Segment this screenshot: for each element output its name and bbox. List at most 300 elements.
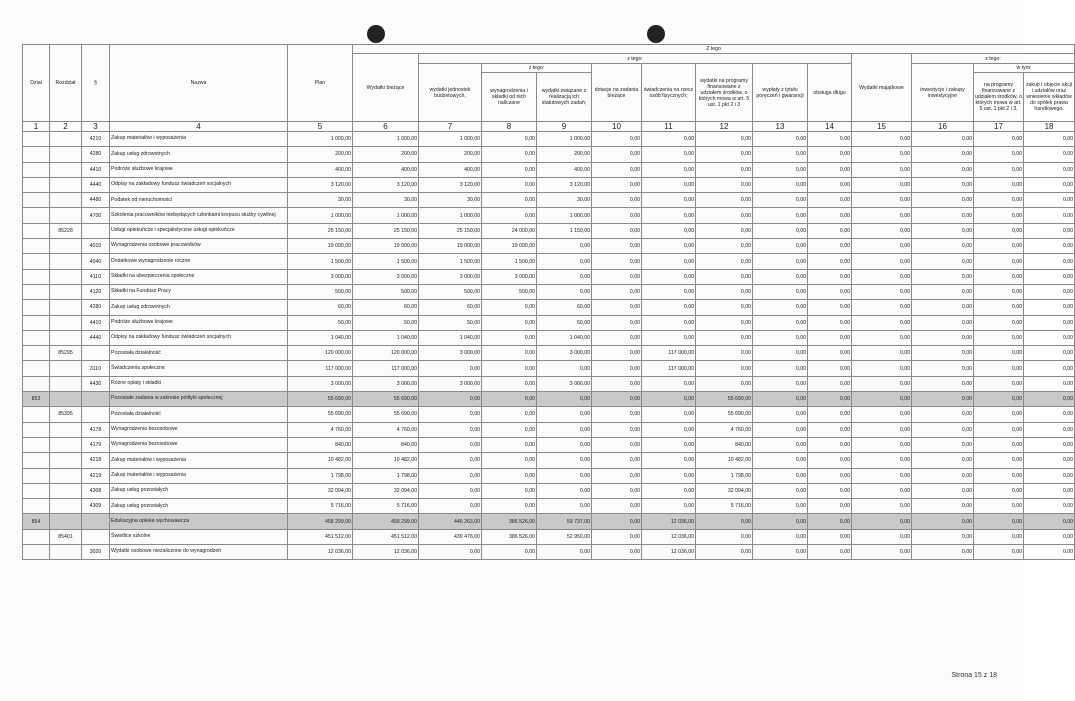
amount-cell: 0,00 (852, 361, 912, 376)
amount-cell: 0,00 (592, 407, 642, 422)
amount-cell: 200,00 (353, 147, 419, 162)
amount-cell: 0,00 (912, 545, 974, 560)
amount-cell: 60,00 (288, 300, 353, 315)
amount-cell: 59 737,00 (537, 514, 592, 529)
column-number: 2 (50, 122, 82, 132)
amount-cell: 55 690,00 (353, 392, 419, 407)
amount-cell: 0,00 (696, 300, 753, 315)
amount-cell: 0,00 (642, 177, 696, 192)
header-na-programy: na programy finansowane z udziałem środków, o których mowa w art. 5 ust. 1 pkt 2 i 3, (974, 73, 1024, 122)
amount-cell: 0,00 (808, 483, 852, 498)
amount-cell: 0,00 (1024, 499, 1075, 514)
amount-cell: 0,00 (592, 132, 642, 147)
rozdzial-cell (50, 361, 82, 376)
dzial-cell (23, 330, 50, 345)
amount-cell: 0,00 (912, 422, 974, 437)
table-body (23, 132, 1075, 560)
amount-cell: 0,00 (1024, 315, 1075, 330)
amount-cell: 0,00 (974, 330, 1024, 345)
amount-cell: 0,00 (974, 300, 1024, 315)
dzial-cell: 853 (23, 392, 50, 407)
amount-cell: 0,00 (482, 315, 537, 330)
amount-cell: 0,00 (852, 239, 912, 254)
amount-cell: 0,00 (808, 514, 852, 529)
amount-cell: 5 716,00 (696, 499, 753, 514)
amount-cell: 0,00 (592, 223, 642, 238)
amount-cell: 32 094,00 (696, 483, 753, 498)
amount-cell: 0,00 (642, 239, 696, 254)
amount-cell: 0,00 (974, 177, 1024, 192)
amount-cell: 3 120,00 (353, 177, 419, 192)
amount-cell: 0,00 (592, 147, 642, 162)
amount-cell: 451 512,00 (288, 529, 353, 544)
amount-cell: 0,00 (974, 437, 1024, 452)
nazwa-cell: Wydatki osobowe niezaliczone do wynagrodzeń (110, 545, 288, 560)
amount-cell: 439 476,00 (419, 529, 482, 544)
table-row (23, 177, 1075, 192)
amount-cell: 3 000,00 (288, 269, 353, 284)
amount-cell: 0,00 (974, 254, 1024, 269)
nazwa-cell: Różne opłaty i składki (110, 376, 288, 391)
rozdzial-cell (50, 315, 82, 330)
rozdzial-cell (50, 132, 82, 147)
amount-cell: 1 798,00 (353, 468, 419, 483)
table-row (23, 346, 1075, 361)
amount-cell: 0,00 (974, 162, 1024, 177)
dzial-cell (23, 177, 50, 192)
table-row (23, 193, 1075, 208)
amount-cell: 0,00 (592, 177, 642, 192)
rozdzial-cell (50, 437, 82, 452)
dzial-cell (23, 239, 50, 254)
amount-cell: 55 690,00 (696, 407, 753, 422)
nazwa-cell: Składki na ubezpieczenia społeczne (110, 269, 288, 284)
punch-hole-right (647, 25, 665, 43)
table-row (23, 499, 1075, 514)
paragraf-cell: 3020 (82, 545, 110, 560)
table-row (23, 300, 1075, 315)
nazwa-cell: Pozostała działalność (110, 346, 288, 361)
paragraf-cell: 4178 (82, 422, 110, 437)
paragraf-cell: 4210 (82, 132, 110, 147)
amount-cell: 0,00 (537, 499, 592, 514)
amount-cell: 0,00 (419, 437, 482, 452)
amount-cell: 0,00 (537, 545, 592, 560)
amount-cell: 0,00 (912, 392, 974, 407)
amount-cell: 0,00 (808, 346, 852, 361)
nazwa-cell: Zakup usług pozostałych (110, 499, 288, 514)
header-rozdzial: Rozdział (50, 45, 82, 122)
nazwa-cell: Zakup materiałów i wyposażenia (110, 453, 288, 468)
amount-cell: 0,00 (642, 453, 696, 468)
amount-cell: 12 036,00 (642, 514, 696, 529)
amount-cell: 0,00 (642, 330, 696, 345)
amount-cell: 0,00 (912, 407, 974, 422)
amount-cell: 1 000,00 (288, 132, 353, 147)
amount-cell: 0,00 (482, 147, 537, 162)
header-z-tego-majatkowe: z tego: (912, 54, 1075, 64)
amount-cell: 0,00 (974, 315, 1024, 330)
rozdzial-cell (50, 422, 82, 437)
amount-cell: 0,00 (592, 545, 642, 560)
amount-cell: 0,00 (1024, 269, 1075, 284)
table-row (23, 361, 1075, 376)
amount-cell: 200,00 (288, 147, 353, 162)
amount-cell: 0,00 (912, 346, 974, 361)
rozdzial-cell (50, 147, 82, 162)
paragraf-cell: 4700 (82, 208, 110, 223)
nazwa-cell: Zakup usług zdrowotnych (110, 300, 288, 315)
amount-cell: 4 760,00 (353, 422, 419, 437)
amount-cell: 0,00 (537, 468, 592, 483)
amount-cell: 446 263,00 (419, 514, 482, 529)
nazwa-cell: Pozostała działalność (110, 407, 288, 422)
amount-cell: 32 094,00 (288, 483, 353, 498)
amount-cell: 0,00 (852, 269, 912, 284)
amount-cell: 0,00 (482, 361, 537, 376)
amount-cell: 0,00 (974, 269, 1024, 284)
amount-cell: 0,00 (852, 514, 912, 529)
paragraf-cell: 4219 (82, 468, 110, 483)
amount-cell: 3 120,00 (288, 177, 353, 192)
amount-cell: 0,00 (808, 162, 852, 177)
amount-cell: 0,00 (852, 300, 912, 315)
amount-cell: 0,00 (808, 545, 852, 560)
amount-cell: 0,00 (852, 529, 912, 544)
amount-cell: 60,00 (419, 300, 482, 315)
amount-cell: 117 000,00 (288, 361, 353, 376)
amount-cell: 0,00 (592, 468, 642, 483)
amount-cell: 0,00 (419, 545, 482, 560)
amount-cell: 0,00 (912, 177, 974, 192)
nazwa-cell: Wynagrodzenia bezosobowe (110, 437, 288, 452)
amount-cell: 0,00 (537, 422, 592, 437)
amount-cell: 0,00 (808, 392, 852, 407)
amount-cell: 0,00 (912, 269, 974, 284)
amount-cell: 0,00 (1024, 545, 1075, 560)
amount-cell: 0,00 (696, 315, 753, 330)
paragraf-cell: 4010 (82, 239, 110, 254)
amount-cell: 0,00 (419, 499, 482, 514)
amount-cell: 0,00 (808, 499, 852, 514)
amount-cell: 1 500,00 (288, 254, 353, 269)
nazwa-cell: Wynagrodzenia bezosobowe (110, 422, 288, 437)
paragraf-cell: 4440 (82, 330, 110, 345)
amount-cell: 0,00 (1024, 177, 1075, 192)
table-row (23, 437, 1075, 452)
amount-cell: 0,00 (808, 269, 852, 284)
amount-cell: 0,00 (537, 392, 592, 407)
amount-cell: 0,00 (808, 529, 852, 544)
amount-cell: 0,00 (696, 284, 753, 299)
amount-cell: 0,00 (592, 239, 642, 254)
amount-cell: 19 000,00 (288, 239, 353, 254)
amount-cell: 4 760,00 (288, 422, 353, 437)
amount-cell: 0,00 (696, 376, 753, 391)
amount-cell: 0,00 (852, 132, 912, 147)
dzial-cell (23, 376, 50, 391)
amount-cell: 0,00 (482, 330, 537, 345)
nazwa-cell: Podróże służbowe krajowe (110, 315, 288, 330)
column-number: 14 (808, 122, 852, 132)
amount-cell: 0,00 (1024, 437, 1075, 452)
amount-cell: 25 150,00 (419, 223, 482, 238)
dzial-cell (23, 315, 50, 330)
rozdzial-cell (50, 239, 82, 254)
amount-cell: 0,00 (642, 376, 696, 391)
amount-cell: 0,00 (696, 223, 753, 238)
amount-cell: 400,00 (537, 162, 592, 177)
column-number: 8 (482, 122, 537, 132)
amount-cell: 0,00 (642, 284, 696, 299)
dzial-cell (23, 545, 50, 560)
amount-cell: 1 798,00 (288, 468, 353, 483)
amount-cell: 0,00 (592, 315, 642, 330)
amount-cell: 0,00 (419, 422, 482, 437)
table-row (23, 284, 1075, 299)
amount-cell: 0,00 (419, 361, 482, 376)
paragraf-cell: 4410 (82, 315, 110, 330)
amount-cell: 0,00 (974, 499, 1024, 514)
amount-cell: 0,00 (852, 453, 912, 468)
paragraf-cell: 4430 (82, 376, 110, 391)
header-w-tym: w tym: (974, 64, 1075, 73)
amount-cell: 0,00 (852, 177, 912, 192)
amount-cell: 0,00 (1024, 132, 1075, 147)
header-zakup-akcji: zakup i objęcie akcji i udziałów oraz wniesienie wkładów do spółek prawa handlowego. (1024, 73, 1075, 122)
table-row (23, 147, 1075, 162)
amount-cell: 0,00 (696, 162, 753, 177)
amount-cell: 0,00 (852, 208, 912, 223)
amount-cell: 0,00 (696, 208, 753, 223)
amount-cell: 0,00 (808, 239, 852, 254)
amount-cell: 0,00 (1024, 162, 1075, 177)
dzial-cell (23, 453, 50, 468)
budget-table (22, 44, 1075, 560)
amount-cell: 0,00 (808, 254, 852, 269)
amount-cell: 50,00 (419, 315, 482, 330)
rozdzial-cell (50, 376, 82, 391)
amount-cell: 400,00 (419, 162, 482, 177)
nazwa-cell: Odpisy na zakładowy fundusz świadczeń socjalnych (110, 177, 288, 192)
rozdzial-cell (50, 254, 82, 269)
amount-cell: 0,00 (642, 499, 696, 514)
amount-cell: 0,00 (974, 468, 1024, 483)
amount-cell: 0,00 (974, 346, 1024, 361)
amount-cell: 0,00 (808, 376, 852, 391)
amount-cell: 0,00 (852, 193, 912, 208)
amount-cell: 0,00 (592, 529, 642, 544)
amount-cell: 5 716,00 (353, 499, 419, 514)
amount-cell: 0,00 (537, 254, 592, 269)
amount-cell: 0,00 (696, 361, 753, 376)
amount-cell: 0,00 (419, 468, 482, 483)
amount-cell: 0,00 (592, 376, 642, 391)
table-row (23, 223, 1075, 238)
amount-cell: 0,00 (912, 361, 974, 376)
amount-cell: 1 040,00 (288, 330, 353, 345)
amount-cell: 10 482,00 (288, 453, 353, 468)
amount-cell: 24 000,00 (482, 223, 537, 238)
amount-cell: 0,00 (419, 453, 482, 468)
amount-cell: 0,00 (482, 407, 537, 422)
amount-cell: 1 000,00 (353, 132, 419, 147)
amount-cell: 0,00 (912, 499, 974, 514)
amount-cell: 0,00 (592, 193, 642, 208)
rozdzial-cell (50, 453, 82, 468)
amount-cell: 0,00 (808, 422, 852, 437)
page-number: Strona 15 z 18 (951, 672, 997, 679)
amount-cell: 10 482,00 (353, 453, 419, 468)
nazwa-cell: Zakup materiałów i wyposażenia (110, 468, 288, 483)
amount-cell: 0,00 (753, 529, 808, 544)
amount-cell: 0,00 (696, 529, 753, 544)
amount-cell: 0,00 (852, 223, 912, 238)
amount-cell: 0,00 (912, 453, 974, 468)
header-swiadczenia: świadczenia na rzecz osób fizycznych; (642, 64, 696, 122)
amount-cell: 0,00 (592, 284, 642, 299)
amount-cell: 0,00 (1024, 239, 1075, 254)
paragraf-cell: 4218 (82, 453, 110, 468)
amount-cell: 0,00 (482, 376, 537, 391)
amount-cell: 1 040,00 (353, 330, 419, 345)
paragraf-cell: 4280 (82, 147, 110, 162)
header-wydatki-programy: wydatki na programy finansowane z udziałem środków, o których mowa w art. 5 ust. 1 pkt 2 i 3 (696, 64, 753, 122)
table-row (23, 407, 1075, 422)
amount-cell: 840,00 (288, 437, 353, 452)
amount-cell: 0,00 (808, 284, 852, 299)
table-row (23, 453, 1075, 468)
amount-cell: 1 040,00 (537, 330, 592, 345)
paragraf-cell: 4308 (82, 483, 110, 498)
amount-cell: 500,00 (482, 284, 537, 299)
amount-cell: 32 094,00 (353, 483, 419, 498)
amount-cell: 0,00 (696, 239, 753, 254)
amount-cell: 0,00 (1024, 193, 1075, 208)
amount-cell: 0,00 (753, 392, 808, 407)
nazwa-cell: Zakup usług pozostałych (110, 483, 288, 498)
amount-cell: 0,00 (808, 177, 852, 192)
amount-cell: 0,00 (592, 483, 642, 498)
header-wydatki-zwiazane: wydatki związane z realizacją ich statutowych zadań; (537, 73, 592, 122)
header-paragraf: § (82, 45, 110, 122)
amount-cell: 0,00 (592, 208, 642, 223)
amount-cell: 0,00 (753, 453, 808, 468)
amount-cell: 0,00 (974, 545, 1024, 560)
amount-cell: 0,00 (852, 346, 912, 361)
table-row (23, 392, 1075, 407)
amount-cell: 0,00 (912, 147, 974, 162)
amount-cell: 0,00 (592, 254, 642, 269)
amount-cell: 0,00 (974, 132, 1024, 147)
amount-cell: 30,00 (419, 193, 482, 208)
amount-cell: 0,00 (642, 300, 696, 315)
amount-cell: 0,00 (537, 239, 592, 254)
amount-cell: 0,00 (537, 284, 592, 299)
paragraf-cell (82, 407, 110, 422)
paragraf-cell: 4480 (82, 193, 110, 208)
amount-cell: 0,00 (419, 483, 482, 498)
rozdzial-cell (50, 300, 82, 315)
amount-cell: 386 526,00 (482, 514, 537, 529)
amount-cell: 0,00 (642, 132, 696, 147)
amount-cell: 0,00 (537, 453, 592, 468)
amount-cell: 3 000,00 (419, 346, 482, 361)
amount-cell: 1 000,00 (537, 208, 592, 223)
amount-cell: 0,00 (1024, 361, 1075, 376)
amount-cell: 52 950,00 (537, 529, 592, 544)
amount-cell: 0,00 (808, 468, 852, 483)
header-dzial: Dział (23, 45, 50, 122)
amount-cell: 1 040,00 (419, 330, 482, 345)
amount-cell: 0,00 (1024, 346, 1075, 361)
amount-cell: 0,00 (642, 254, 696, 269)
amount-cell: 19 000,00 (419, 239, 482, 254)
amount-cell: 0,00 (753, 269, 808, 284)
amount-cell: 0,00 (642, 422, 696, 437)
amount-cell: 0,00 (852, 284, 912, 299)
amount-cell: 0,00 (1024, 529, 1075, 544)
header-plan: Plan (288, 45, 353, 122)
amount-cell: 60,00 (537, 300, 592, 315)
amount-cell: 12 036,00 (353, 545, 419, 560)
nazwa-cell: Szkolenia pracowników niebędących członkami korpusu służby cywilnej (110, 208, 288, 223)
amount-cell: 0,00 (912, 437, 974, 452)
amount-cell: 0,00 (753, 147, 808, 162)
amount-cell: 3 000,00 (353, 269, 419, 284)
amount-cell: 0,00 (482, 132, 537, 147)
rozdzial-cell (50, 499, 82, 514)
amount-cell: 0,00 (753, 545, 808, 560)
amount-cell: 4 760,00 (696, 422, 753, 437)
amount-cell: 0,00 (912, 284, 974, 299)
amount-cell: 0,00 (808, 315, 852, 330)
dzial-cell (23, 361, 50, 376)
table-row (23, 422, 1075, 437)
column-number: 1 (23, 122, 50, 132)
amount-cell: 0,00 (808, 437, 852, 452)
amount-cell: 25 150,00 (353, 223, 419, 238)
amount-cell: 117 000,00 (642, 361, 696, 376)
amount-cell: 0,00 (852, 147, 912, 162)
amount-cell: 5 716,00 (288, 499, 353, 514)
amount-cell: 0,00 (753, 208, 808, 223)
amount-cell: 0,00 (1024, 223, 1075, 238)
amount-cell: 1 500,00 (419, 254, 482, 269)
amount-cell: 500,00 (353, 284, 419, 299)
amount-cell: 500,00 (288, 284, 353, 299)
header-obsluga: obsługa długu (808, 64, 852, 122)
amount-cell: 0,00 (592, 453, 642, 468)
amount-cell: 120 000,00 (288, 346, 353, 361)
nazwa-cell: Składki na Fundusz Pracy (110, 284, 288, 299)
amount-cell: 0,00 (852, 162, 912, 177)
table-row (23, 269, 1075, 284)
amount-cell: 0,00 (592, 361, 642, 376)
amount-cell: 0,00 (592, 514, 642, 529)
dzial-cell (23, 193, 50, 208)
amount-cell: 0,00 (696, 346, 753, 361)
rozdzial-cell (50, 193, 82, 208)
amount-cell: 0,00 (912, 132, 974, 147)
amount-cell: 0,00 (642, 483, 696, 498)
amount-cell: 0,00 (852, 330, 912, 345)
amount-cell: 500,00 (419, 284, 482, 299)
amount-cell: 0,00 (1024, 284, 1075, 299)
dzial-cell (23, 132, 50, 147)
amount-cell: 3 000,00 (353, 376, 419, 391)
amount-cell: 0,00 (974, 361, 1024, 376)
